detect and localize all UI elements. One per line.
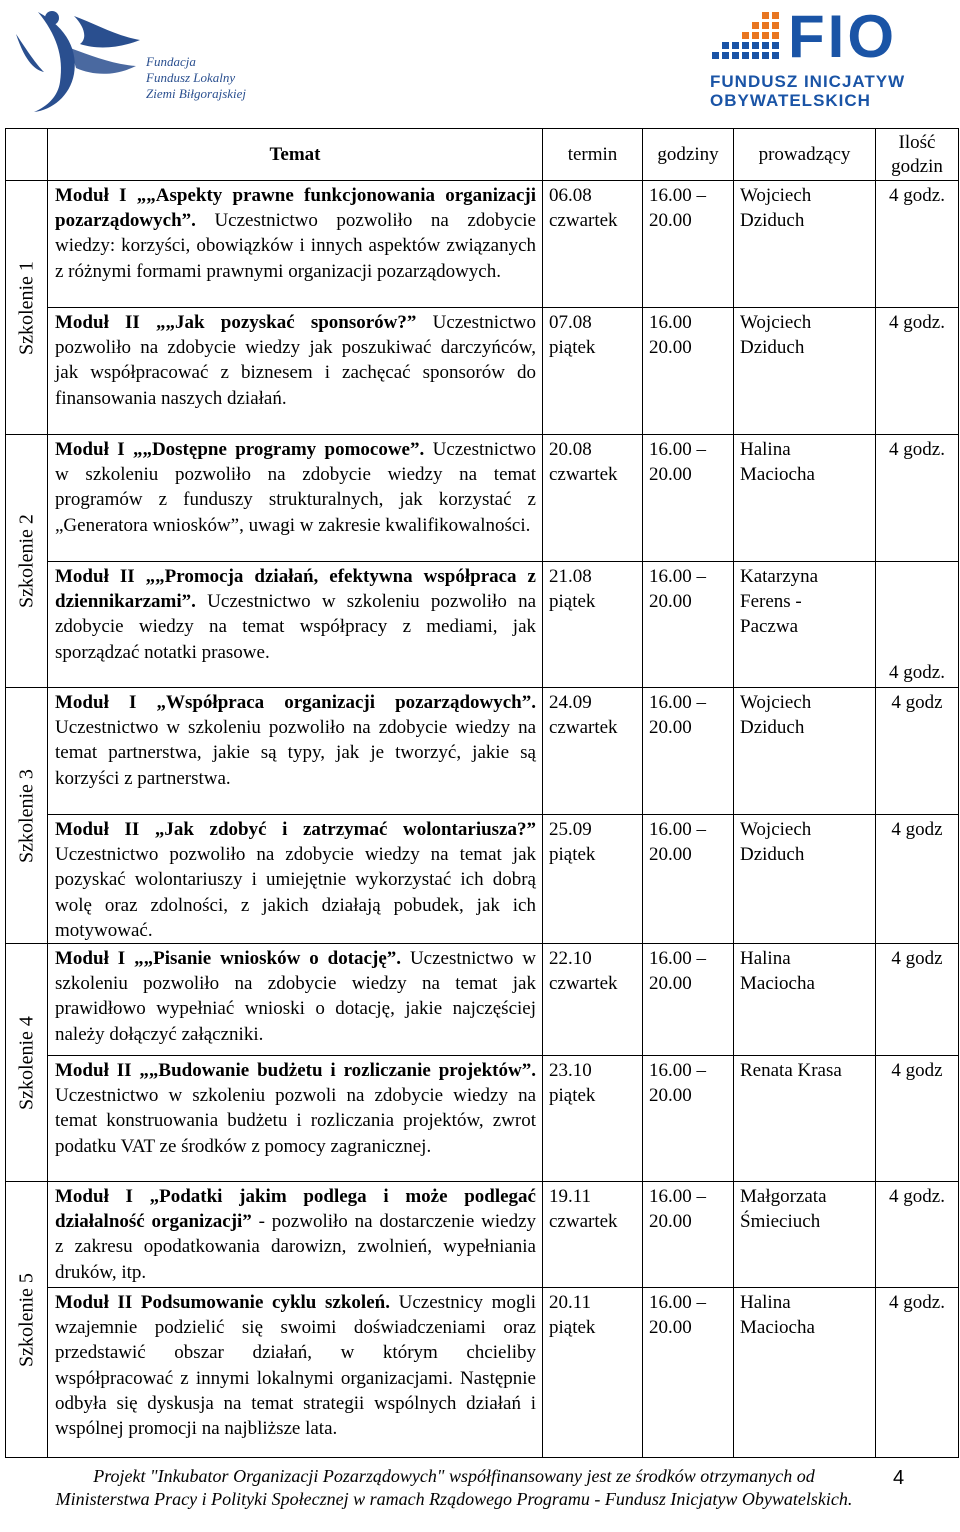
fio-line: OBYWATELSKICH <box>710 91 871 110</box>
dots-grid-icon <box>700 4 790 68</box>
qty-value: 4 godz <box>891 948 943 970</box>
hours-cell <box>643 181 734 308</box>
hours-cell <box>643 1056 734 1182</box>
training-schedule-table <box>5 128 959 1458</box>
fio-logo <box>700 4 950 116</box>
group-label: Szkolenie 2 <box>14 514 37 608</box>
time-to: 20.00 <box>649 1317 692 1339</box>
header-leader: prowadzący <box>734 129 876 181</box>
leader-line: Dziduch <box>740 337 805 359</box>
table-row <box>6 688 959 815</box>
header-theme: Temat <box>48 129 543 181</box>
weekday-value: piątek <box>549 1317 596 1339</box>
weekday-value: piątek <box>549 1085 596 1107</box>
module-title: Moduł I „„Dostępne programy pomocowe”. <box>55 439 425 460</box>
leader-line: Renata Krasa <box>740 1060 842 1082</box>
weekday-value: czwartek <box>549 464 618 486</box>
module-title: Moduł II Podsumowanie cyklu szkoleń. <box>55 1292 390 1314</box>
logo-line: Fundusz Lokalny <box>146 70 236 85</box>
time-to: 20.00 <box>649 464 692 486</box>
leader-line: Maciocha <box>740 973 815 995</box>
header-blank <box>6 129 48 181</box>
logo-line: Ziemi Biłgorajskiej <box>146 86 247 101</box>
group-label: Szkolenie 1 <box>14 260 37 355</box>
leader-cell <box>734 1288 876 1458</box>
weekday-value: piątek <box>549 337 596 359</box>
leader-line: Maciocha <box>740 1317 815 1339</box>
hours-cell <box>643 1288 734 1458</box>
table-row <box>6 308 959 435</box>
module-description <box>48 181 543 308</box>
module-description <box>48 815 543 944</box>
time-from: 16.00 – <box>649 692 706 713</box>
leader-cell <box>734 1056 876 1182</box>
time-from: 16.00 – <box>649 819 706 840</box>
qty-cell <box>876 688 959 815</box>
qty-cell <box>876 308 959 435</box>
module-text: Uczestnictwo pozwoliło na zdobycie wiedzy: korzyści, obowiązków i innych aspektów związanych z różnymi formami prawnymi organizacji pozarządowych. <box>55 210 536 282</box>
header-hours: godziny <box>643 129 734 181</box>
module-text: Uczestnictwo w szkoleniu pozwoliło na zdobycie wiedzy na temat partnerstwa, jakie są typy, jak je tworzyć, jakie są korzyści z partnerstwa. <box>55 717 536 789</box>
qty-cell <box>876 1056 959 1182</box>
header-qty: Ilość godzin <box>876 129 959 181</box>
module-text: - pozwoliło na dostarczenie wiedzy z zakresu opodatkowania darowizn, zwolnień, wypełniania druków, itp. <box>55 1211 537 1283</box>
time-from: 16.00 – <box>649 948 706 970</box>
time-from: 16.00 – <box>649 185 706 206</box>
module-title: Moduł I „Współpraca organizacji pozarządowych”. <box>55 692 536 713</box>
date-value: 22.10 <box>549 948 592 970</box>
time-to: 20.00 <box>649 844 692 866</box>
time-to: 20.00 <box>649 337 692 359</box>
date-value: 20.11 <box>549 1292 592 1314</box>
qty-value: 4 godz. <box>889 1292 945 1314</box>
weekday-value: piątek <box>549 844 596 866</box>
qty-cell <box>876 1182 959 1288</box>
module-text: Uczestnictwo w szkoleniu pozwoliło na zdobycie wiedzy na temat jak prawidłowo wypełniać wnioski o dotację, jakie najczęściej należy dołączyć załączniki. <box>55 948 537 1045</box>
qty-cell <box>876 815 959 944</box>
time-to: 20.00 <box>649 210 692 232</box>
foundation-logo <box>8 4 248 119</box>
table-header-row <box>6 129 959 181</box>
qty-value: 4 godz. <box>889 661 945 683</box>
page-number: 4 <box>893 1467 905 1489</box>
group-label-cell <box>6 181 48 435</box>
qty-cell <box>876 1288 959 1458</box>
module-text: Uczestnictwo w szkoleniu pozwoliło na zdobycie wiedzy na temat współpracy z mediami, jak sporządzać notatki prasowe. <box>55 591 537 663</box>
module-description <box>48 944 543 1056</box>
date-value: 19.11 <box>549 1186 592 1208</box>
qty-cell <box>876 562 959 688</box>
table-row <box>6 1288 959 1458</box>
date-cell <box>543 308 643 435</box>
module-text: Uczestnicy mogli wzajemnie podzielić się swoimi doświadczeniami oraz przedstawić obszar działań, w którym chcieliby współpracować z innymi lokalnymi organizacjami. Następnie odbyła się dyskusja na temat strategii wspólnych działań i wspólnej promocji na najbliższe lata. <box>55 1292 536 1440</box>
module-description <box>48 562 543 688</box>
date-value: 06.08 <box>549 185 592 206</box>
date-cell <box>543 1288 643 1458</box>
leader-line: Maciocha <box>740 464 815 486</box>
module-description <box>48 308 543 435</box>
fio-wordmark: FIO <box>788 3 897 70</box>
module-description <box>48 435 543 562</box>
leader-line: Wojciech <box>740 312 812 333</box>
time-from: 16.00 – <box>649 1186 706 1208</box>
date-value: 07.08 <box>549 312 592 333</box>
date-cell <box>543 1056 643 1182</box>
qty-cell <box>876 181 959 308</box>
hours-cell <box>643 308 734 435</box>
module-title: Moduł II „Jak zdobyć i zatrzymać wolontariusza?” <box>55 819 536 840</box>
leader-cell <box>734 1182 876 1288</box>
qty-value: 4 godz <box>891 819 943 840</box>
table-row <box>6 1056 959 1182</box>
leader-cell <box>734 944 876 1056</box>
leader-line: Dziduch <box>740 844 805 866</box>
module-title: Moduł I „„Aspekty prawne funkcjonowania organizacji pozarządowych”. <box>55 185 536 232</box>
time-from: 16.00 – <box>649 1292 706 1314</box>
leader-line: Wojciech <box>740 692 812 713</box>
leader-line: Halina <box>740 948 791 970</box>
date-value: 23.10 <box>549 1060 592 1082</box>
table-row <box>6 181 959 308</box>
date-value: 20.08 <box>549 439 592 460</box>
weekday-value: czwartek <box>549 973 618 995</box>
date-cell <box>543 815 643 944</box>
leader-cell <box>734 181 876 308</box>
group-label-cell <box>6 944 48 1182</box>
module-title: Moduł I „Podatki jakim podlega i może podlegać działalność organizacji” <box>55 1186 536 1233</box>
weekday-value: czwartek <box>549 1211 618 1233</box>
leader-cell <box>734 815 876 944</box>
qty-value: 4 godz <box>891 692 943 713</box>
leader-line: Wojciech <box>740 819 812 840</box>
weekday-value: czwartek <box>549 210 618 232</box>
table-row <box>6 944 959 1056</box>
time-to: 20.00 <box>649 717 692 739</box>
logo-line: Fundacja <box>146 54 196 69</box>
leader-line: Dziduch <box>740 717 805 739</box>
weekday-value: piątek <box>549 591 596 613</box>
time-to: 20.00 <box>649 1085 692 1107</box>
leader-line: Ferens - <box>740 591 802 613</box>
leader-line: Paczwa <box>740 616 799 638</box>
group-label: Szkolenie 3 <box>14 768 37 863</box>
hours-cell <box>643 562 734 688</box>
group-label-cell <box>6 688 48 944</box>
module-text: Uczestnictwo w szkoleniu pozwoli na zdobycie wiedzy na temat konstruowania budżetu i rozliczania projektów, zwrot podatku VAT ze środków z pomocy zagranicznej. <box>55 1085 536 1157</box>
hours-cell <box>643 944 734 1056</box>
group-label: Szkolenie 5 <box>14 1272 37 1367</box>
date-cell <box>543 435 643 562</box>
group-label-cell <box>6 1182 48 1458</box>
module-title: Moduł II „„Jak pozyskać sponsorów?” <box>55 312 417 333</box>
module-text: Uczestnictwo pozwoliło na zdobycie wiedzy na temat jak pozyskać wolontariuszy i umiejętnie wykorzystać ich dobrą wolę oraz zdolności, z jakich działają pobudek, jak ich motywować. <box>55 844 536 941</box>
date-value: 21.08 <box>549 566 592 587</box>
date-cell <box>543 1182 643 1288</box>
time-to: 20.00 <box>649 591 692 613</box>
qty-value: 4 godz. <box>889 312 945 333</box>
date-value: 24.09 <box>549 692 592 713</box>
bird-emblem-icon <box>8 4 148 116</box>
table-row <box>6 435 959 562</box>
date-value: 25.09 <box>549 819 592 840</box>
time-from: 16.00 – <box>649 439 706 460</box>
module-title: Moduł II „„Promocja działań, efektywna współpraca z dziennikarzami”. <box>55 566 536 613</box>
hours-cell <box>643 1182 734 1288</box>
group-label-cell <box>6 435 48 688</box>
module-text: Uczestnictwo w szkoleniu pozwoliło na zdobycie wiedzy na temat programów z funduszy strukturalnych, jak korzystać z „Generatora wniosków”, uwagi w zakresie kwalifikowalności. <box>55 439 536 536</box>
hours-cell <box>643 688 734 815</box>
hours-cell <box>643 435 734 562</box>
date-cell <box>543 181 643 308</box>
leader-line: Katarzyna <box>740 566 819 587</box>
header-date: termin <box>543 129 643 181</box>
leader-cell <box>734 562 876 688</box>
date-cell <box>543 562 643 688</box>
date-cell <box>543 688 643 815</box>
leader-line: Halina <box>740 439 791 460</box>
leader-line: Małgorzata <box>740 1186 827 1208</box>
fio-line: FUNDUSZ INICJATYW <box>710 72 906 91</box>
qty-value: 4 godz <box>891 1060 943 1082</box>
qty-value: 4 godz. <box>889 439 945 460</box>
table-row <box>6 815 959 944</box>
module-text: Uczestnictwo pozwoliło na zdobycie wiedzy jak poszukiwać darczyńców, jak współpracować z biznesem i zachęcać sponsorów do finansowania naszych działań. <box>55 312 537 409</box>
module-title: Moduł II „„Budowanie budżetu i rozliczanie projektów”. <box>55 1060 536 1082</box>
module-description <box>48 1056 543 1182</box>
qty-cell <box>876 435 959 562</box>
time-from: 16.00 – <box>649 566 706 587</box>
hours-cell <box>643 815 734 944</box>
footer-note: Projekt "Inkubator Organizacji Pozarządowych" współfinansowany jest ze środków otrzymanych od Ministerstwa Pracy i Polityki Społecznej w ramach Rządowego Programu - Fundusz Inicjatyw Obywatelskich. <box>55 1466 853 1509</box>
module-description <box>48 688 543 815</box>
leader-line: Śmieciuch <box>740 1211 821 1233</box>
module-description <box>48 1288 543 1458</box>
leader-line: Halina <box>740 1292 791 1314</box>
table-row <box>6 562 959 688</box>
leader-cell <box>734 435 876 562</box>
qty-value: 4 godz. <box>889 1186 945 1208</box>
time-to: 20.00 <box>649 1211 692 1233</box>
qty-value: 4 godz. <box>889 185 945 206</box>
leader-line: Wojciech <box>740 185 812 206</box>
date-cell <box>543 944 643 1056</box>
module-title: Moduł I „„Pisanie wniosków o dotację”. <box>55 948 402 970</box>
leader-cell <box>734 688 876 815</box>
table-row <box>6 1182 959 1288</box>
weekday-value: czwartek <box>549 717 618 739</box>
leader-line: Dziduch <box>740 210 805 232</box>
time-from: 16.00 – <box>649 1060 706 1082</box>
group-label: Szkolenie 4 <box>14 1015 37 1110</box>
qty-cell <box>876 944 959 1056</box>
leader-cell <box>734 308 876 435</box>
time-from: 16.00 <box>649 312 692 333</box>
time-to: 20.00 <box>649 973 692 995</box>
module-description <box>48 1182 543 1288</box>
